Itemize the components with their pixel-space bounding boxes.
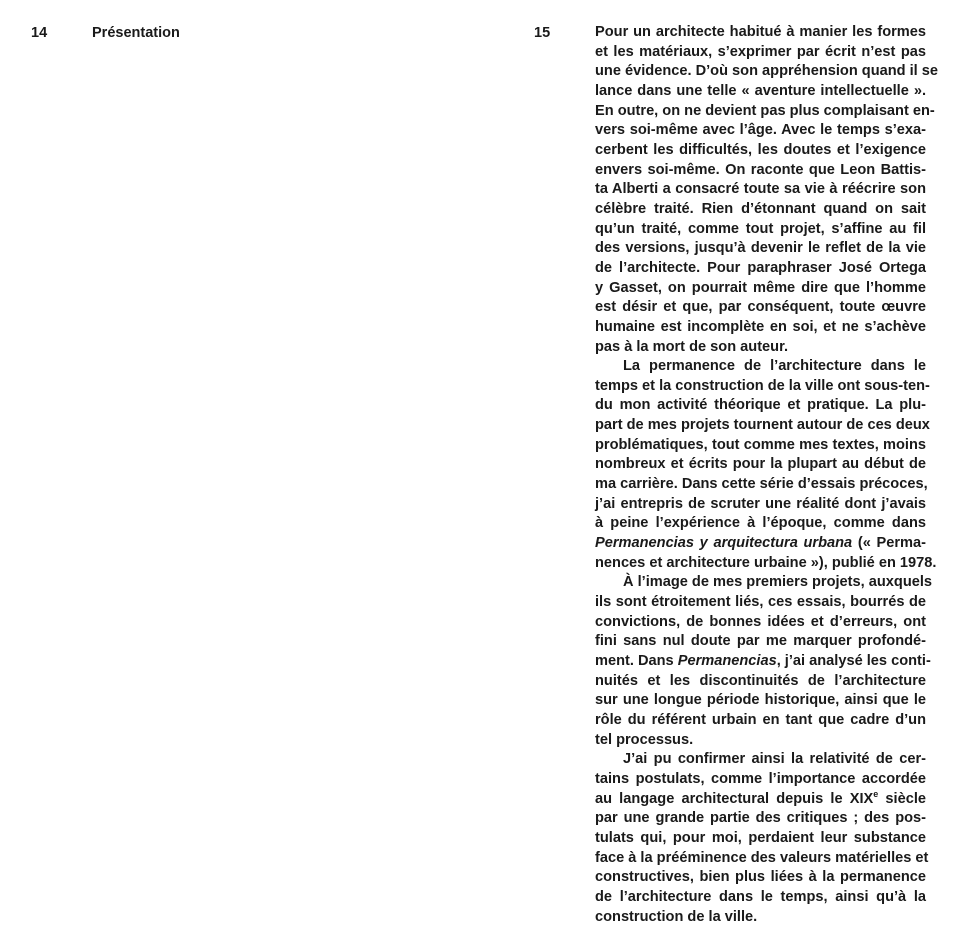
text-line [595, 770, 926, 790]
text-line [595, 200, 926, 220]
text-line [595, 23, 926, 43]
text-line [595, 141, 926, 161]
paragraph [595, 23, 939, 357]
text-line [595, 908, 926, 927]
text-line [595, 632, 926, 652]
text-segment: nences et architecture urbaine »), publié en 1978. [595, 554, 937, 571]
text-line [595, 239, 926, 259]
text-segment: est désir et que, par conséquent, toute œuvre [595, 299, 926, 316]
text-line [595, 180, 926, 200]
text-segment: nuités et les discontinuités de l’architecture [595, 672, 926, 689]
text-segment: rôle du référent urbain en tant que cadre d’un [595, 711, 926, 728]
text-segment: une évidence. D’où son appréhension quand il se [595, 63, 939, 80]
text-line [595, 829, 926, 849]
text-line [595, 868, 926, 888]
text-segment: nombreux et écrits pour la plupart au début de [595, 456, 926, 473]
text-line [595, 102, 935, 122]
text-line [595, 416, 930, 436]
text-segment: j’ai entrepris de scruter une réalité dont j’avais [595, 495, 926, 512]
text-line [595, 750, 926, 770]
text-line [595, 220, 926, 240]
text-segment: fini sans nul doute par me marquer profondé- [595, 633, 926, 650]
text-line [595, 279, 926, 299]
text-segment: des versions, jusqu’à devenir le reflet de la vie [595, 240, 926, 257]
text-segment: convictions, de bonnes idées et d’erreurs, ont [595, 613, 926, 630]
text-line [595, 711, 926, 731]
text-segment: ta Alberti a consacré toute sa vie à réécrire son [595, 181, 926, 198]
text-line [595, 298, 926, 318]
paragraph [595, 573, 933, 750]
paragraph [595, 357, 937, 573]
text-line [595, 849, 929, 869]
text-line [595, 161, 926, 181]
text-line [595, 613, 926, 633]
text-line [595, 318, 926, 338]
right-page-number: 15 [534, 25, 551, 41]
text-line [595, 809, 926, 829]
text-line [595, 495, 926, 515]
text-segment: par une grande partie des critiques ; des pos- [595, 810, 926, 827]
text-segment: à peine l’expérience à l’époque, comme dans [595, 515, 926, 532]
text-line [595, 357, 926, 377]
text-segment: qu’un traité, comme tout projet, s’affine au fil [595, 220, 926, 237]
text-line [595, 652, 931, 672]
text-segment: et les matériaux, s’exprimer par écrit n’est pas [595, 43, 926, 60]
text-segment: tel processus. [595, 731, 694, 748]
text-segment: célèbre traité. Rien d’étonnant quand on sait [595, 200, 926, 217]
left-page-number: 14 [31, 25, 48, 41]
text-segment: En outre, on ne devient pas plus complaisant en- [595, 102, 935, 119]
text-segment: lance dans une telle « aventure intellectuelle ». [595, 82, 926, 99]
text-line [595, 396, 926, 416]
text-line [595, 534, 926, 554]
text-segment: (« Perma- [852, 535, 926, 552]
text-segment: envers soi-même. On raconte que Leon Battis- [595, 161, 926, 178]
text-segment: problématiques, tout comme mes textes, moins [595, 436, 926, 453]
text-line [595, 82, 926, 102]
text-segment: face à la prééminence des valeurs matérielles et [595, 849, 929, 866]
text-line [595, 436, 926, 456]
text-line [595, 888, 926, 908]
text-segment: À l’image de mes premiers projets, auxquels [623, 574, 933, 591]
text-line [595, 731, 926, 751]
text-segment: pas à la mort de son auteur. [595, 338, 789, 355]
running-title: Présentation [92, 25, 180, 41]
text-line [595, 377, 930, 397]
text-segment: ma carrière. Dans cette série d’essais précoces, [595, 476, 928, 493]
text-segment: de l’architecture dans le temps, ainsi qu’à la [595, 888, 926, 905]
text-segment: ment. Dans [595, 653, 678, 669]
text-line [595, 672, 926, 692]
text-line [595, 43, 926, 63]
text-line [595, 475, 926, 495]
text-line [595, 338, 926, 358]
text-segment: constructives, bien plus liées à la permanence [595, 869, 926, 886]
text-line [595, 573, 933, 593]
text-line [595, 554, 937, 574]
text-segment: de l’architecte. Pour paraphraser José Ortega [595, 259, 926, 276]
text-segment: tulats qui, pour moi, perdaient leur substance [595, 829, 926, 846]
text-line [595, 691, 926, 711]
text-segment: construction de la ville. [595, 908, 758, 925]
italic-title: Permanencias [677, 653, 777, 669]
paragraph [595, 750, 929, 927]
text-segment: part de mes projets tournent autour de ces deux [595, 417, 930, 434]
text-segment: , j’ai analysé les conti- [776, 653, 931, 669]
text-segment: siècle [878, 790, 926, 807]
superscript: e [873, 788, 879, 799]
italic-title: Permanencias y arquitectura urbana [595, 535, 853, 552]
text-segment: sur une longue période historique, ainsi que le [595, 692, 926, 709]
text-segment: vers soi-même avec l’âge. Avec le temps s’exa- [595, 122, 926, 139]
text-segment: J’ai pu confirmer ainsi la relativité de cer- [623, 751, 926, 768]
text-segment: au langage architectural depuis le XIX [595, 790, 874, 807]
text-segment: La permanence de l’architecture dans le [623, 358, 926, 375]
text-segment: cerbent les difficultés, les doutes et l’exigence [595, 141, 926, 158]
text-segment: du mon activité théorique et pratique. La plu- [595, 397, 926, 414]
text-line [595, 593, 926, 613]
text-segment: y Gasset, on pourrait même dire que l’homme [595, 279, 926, 296]
text-line [595, 121, 926, 141]
body-text-column [595, 23, 939, 927]
text-line [595, 259, 926, 279]
text-segment: tains postulats, comme l’importance accordée [595, 770, 926, 787]
text-segment: Pour un architecte habitué à manier les formes [595, 24, 926, 40]
text-segment: humaine est incomplète en soi, et ne s’achève [595, 318, 926, 335]
text-line [595, 514, 926, 534]
text-line [595, 790, 926, 810]
text-line [595, 62, 939, 82]
text-segment: ils sont étroitement liés, ces essais, bourrés de [595, 594, 926, 611]
text-line [595, 455, 926, 475]
text-segment: temps et la construction de la ville ont sous-ten- [595, 377, 930, 394]
